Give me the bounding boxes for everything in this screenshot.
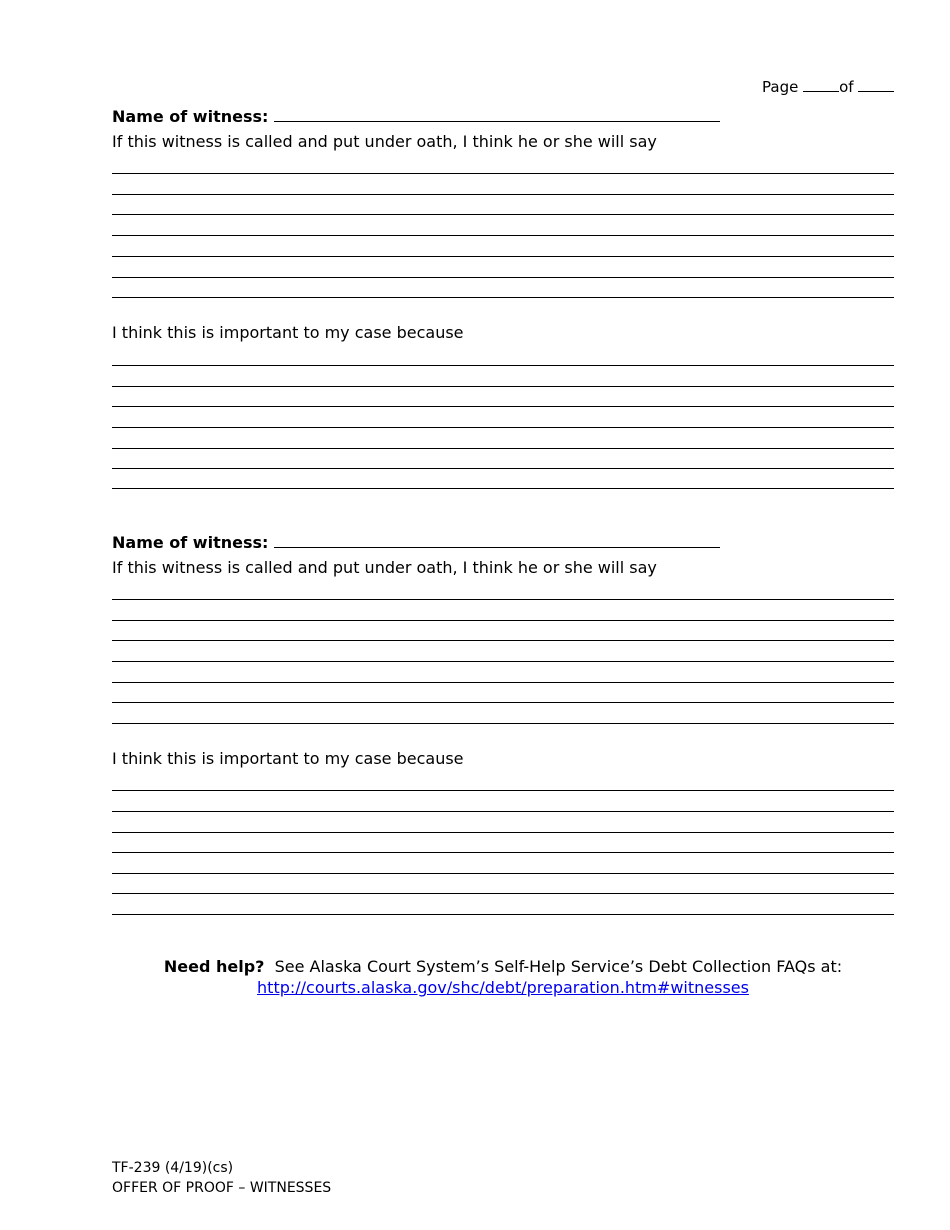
writing-line[interactable] (112, 173, 894, 174)
witness-2-importance-prompt: I think this is important to my case because (112, 749, 464, 768)
witness-1-importance-prompt: I think this is important to my case because (112, 323, 464, 342)
writing-line[interactable] (112, 723, 894, 724)
help-label: Need help? (163, 957, 265, 976)
writing-line[interactable] (112, 448, 894, 449)
writing-line[interactable] (112, 873, 894, 874)
writing-line[interactable] (112, 702, 894, 703)
form-title: OFFER OF PROOF – WITNESSES (112, 1180, 332, 1196)
writing-line[interactable] (112, 194, 894, 195)
writing-line[interactable] (112, 214, 894, 215)
writing-line[interactable] (112, 893, 894, 894)
writing-line[interactable] (112, 852, 894, 853)
writing-line[interactable] (112, 790, 894, 791)
writing-line[interactable] (112, 640, 894, 641)
writing-line[interactable] (112, 277, 894, 278)
writing-line[interactable] (112, 365, 894, 366)
page-number (762, 78, 894, 96)
form-footer (112, 1158, 331, 1198)
writing-line[interactable] (112, 811, 894, 812)
help-notice (0, 957, 950, 997)
witness-2-name-field[interactable] (274, 533, 720, 548)
witness-name-label: Name of witness: (112, 533, 269, 552)
page-number-blank[interactable] (803, 78, 839, 92)
writing-line[interactable] (112, 468, 894, 469)
witness-1-testimony-prompt: If this witness is called and put under oath, I think he or she will say (112, 132, 657, 151)
writing-line[interactable] (112, 427, 894, 428)
witness-1-name-row (112, 107, 720, 126)
page-label: Page (762, 78, 799, 96)
writing-line[interactable] (112, 235, 894, 236)
witness-name-label: Name of witness: (112, 107, 269, 126)
writing-line[interactable] (112, 386, 894, 387)
witness-1-name-field[interactable] (274, 107, 720, 122)
writing-line[interactable] (112, 297, 894, 298)
writing-line[interactable] (112, 599, 894, 600)
witness-2-testimony-prompt: If this witness is called and put under oath, I think he or she will say (112, 558, 657, 577)
page-total-blank[interactable] (858, 78, 894, 92)
witness-2-name-row (112, 533, 720, 552)
writing-line[interactable] (112, 620, 894, 621)
writing-line[interactable] (112, 488, 894, 489)
help-link[interactable]: http://courts.alaska.gov/shc/debt/preparation.htm#witnesses (257, 978, 749, 997)
form-code: TF-239 (4/19)(cs) (112, 1160, 234, 1176)
writing-line[interactable] (112, 406, 894, 407)
writing-line[interactable] (112, 914, 894, 915)
writing-line[interactable] (112, 256, 894, 257)
of-label: of (839, 78, 854, 96)
writing-line[interactable] (112, 682, 894, 683)
writing-line[interactable] (112, 661, 894, 662)
help-text: See Alaska Court System’s Self-Help Service’s Debt Collection FAQs at: (274, 957, 843, 976)
writing-line[interactable] (112, 832, 894, 833)
